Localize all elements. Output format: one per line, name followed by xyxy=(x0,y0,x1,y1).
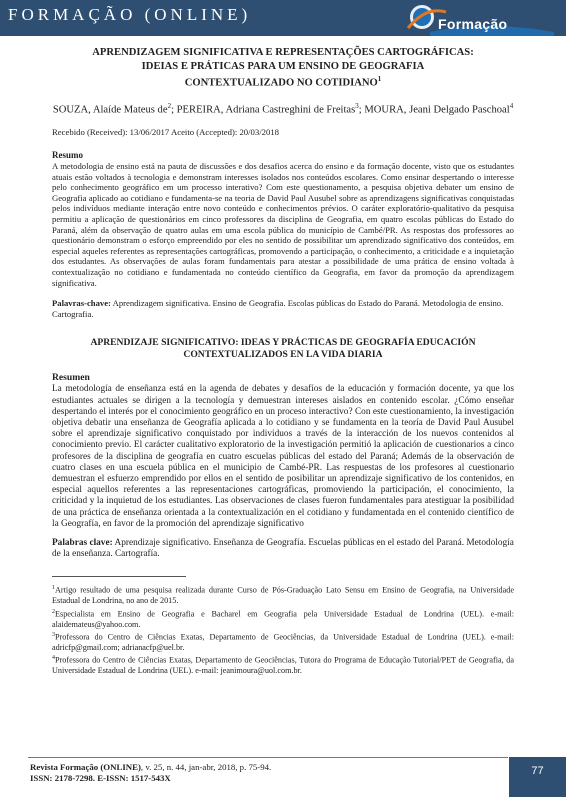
palavras-chave xyxy=(52,298,514,319)
footnotes xyxy=(52,583,514,676)
page-number-box xyxy=(509,757,566,797)
page-number: 77 xyxy=(531,765,544,777)
keywords-text: Aprendizagem significativa. Ensino de Geografia. Escolas públicas do Estado do Paraná. Metodologia de ensino. Cartografia. xyxy=(52,298,504,319)
issn-text: ISSN: 2178-7298. E-ISSN: 1517-543X xyxy=(30,773,171,783)
footnote-text: Especialista em Ensino de Geografia e Bacharel em Geografia pela Universidade Estadual de Londrina (UEL). e-mail: alaidemateus@yahoo.com. xyxy=(52,609,514,629)
article-title xyxy=(52,46,514,90)
footer-rule xyxy=(28,757,508,758)
spanish-title xyxy=(52,337,514,361)
footnote-item xyxy=(52,583,514,606)
header-banner xyxy=(0,0,566,36)
author-name: PEREIRA, Adriana Castreghini de Freitas xyxy=(176,104,356,116)
journal-name: Revista Formação (ONLINE) xyxy=(30,762,141,772)
resumo-text: A metodologia de ensino está na pauta de discussões e dos desafios acerca do ensino e da formação docente, visto que os estudantes atuais estão voltados à tecnologia e demonstram interesses isolados nos conteúdos escolares. Como ensinar despertando o interesse pelo conhecimento geográfico em um processo interativo? Com este questionamento, a pesquisa objetiva debater um ensino de Geografia aplicado ao cotidiano e fundamenta-se na teoria de David Paul Ausubel sobre as aprendizagens significativas conquistadas pelos indivíduos mediante interação entre novo conteúdo e conhecimentos prévios. O caráter exploratório-qualitativo da pesquisa permitiu a aplicação de questionários em cinco professores da disciplina de Geografia, em quatro escolas públicas do Estado do Paraná, além da observação de quatro aulas em uma escola pública do município de Cambé/PR. As respostas dos professores ao questionário demonstram o esforço empreendido por eles no sentido de possibilitar um aprendizado significativo dos conteúdos, em especial aqueles referentes as representações cartográficas, promovendo a participação, o conhecimento, a criticidade e a inquietação dos estudantes. As observações de aulas foram fundamentais para atestar a possibilidade de uma prática de ensino voltada à contextualização no cotidiano e fundamentada no conteúdo científico da Geografia, em favor da promoção da aprendizagem significativa. xyxy=(52,161,514,288)
title-footnote-ref[interactable]: 1 xyxy=(377,75,382,83)
title-line: APRENDIZAGEM SIGNIFICATIVA E REPRESENTAÇÕES CARTOGRÁFICAS: xyxy=(92,47,474,58)
issn-line xyxy=(30,773,271,784)
citation-line xyxy=(30,762,271,773)
es-title-line: APRENDIZAJE SIGNIFICATIVO: IDEAS Y PRÁCTICAS DE GEOGRAFÍA EDUCACIÓN xyxy=(90,337,476,349)
author-separator: ; xyxy=(358,104,365,116)
title-line xyxy=(52,73,514,90)
keywords-label: Palavras-chave: xyxy=(52,298,111,309)
resumen-heading: Resumen xyxy=(52,372,90,384)
title-line-text: CONTEXTUALIZADO NO COTIDIANO xyxy=(184,77,378,89)
author-name: SOUZA, Alaíde Mateus de xyxy=(52,104,168,116)
author-name: MOURA, Jeani Delgado Paschoal xyxy=(364,104,510,116)
footnote-number: 3 xyxy=(52,631,55,638)
received-accepted-dates: Recebido (Received): 13/06/2017 Aceito (Accepted): 20/03/2018 xyxy=(52,127,280,138)
footnote-number: 2 xyxy=(52,608,55,615)
author-footnote-ref[interactable]: 4 xyxy=(509,102,514,111)
footnote-item xyxy=(52,653,514,676)
journal-banner-title: FORMAÇÃO (ONLINE) xyxy=(8,5,252,24)
palabras-clave xyxy=(52,538,514,560)
footnote-divider xyxy=(52,576,186,577)
journal-volume: , v. 25, n. 44, jan-abr, 2018, p. 75-94. xyxy=(140,762,272,772)
journal-logo xyxy=(386,2,558,36)
es-keywords-label: Palabras clave: xyxy=(52,538,113,549)
footnote-text: Professora do Centro de Ciências Exatas, Departamento de Geociências, Tutora do Programa de Educação Tutorial/PET de Geografia, da Universidade Estadual de Londrina (UEL). e-mail: jeanimoura@uol.com.br. xyxy=(52,655,514,675)
footnote-text: Professora do Centro de Ciências Exatas, Departamento de Geociências, da Universidade Estadual de Londrina (UEL). e-mail: adricfp@gmail.com; adrianacfp@uel.br. xyxy=(52,632,514,652)
page-footer xyxy=(0,757,566,800)
es-title-line: CONTEXTUALIZADOS EN LA VIDA DIARIA xyxy=(183,349,383,361)
author-footnote-ref[interactable]: 2 xyxy=(167,102,172,111)
author-separator: ; xyxy=(171,104,177,116)
footnote-item xyxy=(52,630,514,653)
journal-citation xyxy=(30,762,271,784)
footnote-text: Artigo resultado de uma pesquisa realizada durante Curso de Pós-Graduação Lato Sensu em Ensino de Geografia, na Universidade Estadual de Londrina, no ano de 2015. xyxy=(52,586,514,606)
author-list xyxy=(52,100,514,117)
logo-text: Formação xyxy=(438,16,508,32)
resumo-heading: Resumo xyxy=(52,150,83,161)
footnote-item xyxy=(52,607,514,630)
footnote-number: 4 xyxy=(52,654,55,661)
author-footnote-ref[interactable]: 3 xyxy=(355,102,359,111)
title-line: IDEIAS E PRÁTICAS PARA UM ENSINO DE GEOGRAFIA xyxy=(141,60,425,72)
article-content xyxy=(52,46,514,676)
resumen-text: La metodología de enseñanza está en la agenda de debates y desafíos de la educación y formación docente, ya que los estudiantes actuales se dirigen a la tecnología y demuestran intereses aislados en contenido escolar. ¿Cómo enseñar despertando el interés por el conocimiento geográfico en un proceso interactivo? Con este cuestionamiento, la investigación objetiva debatir una enseñanza de Geografía aplicada a lo cotidiano y se fundamenta en la teoría de David Paul Ausubel sobre el aprendizaje significativo conquistado por individuos a través de la interacción de los nuevos contenidos al conocimiento previo. El carácter cualitativo exploratorio de la investigación permitió la aplicación de cuestionarios a cinco profesores de la disciplina de geografía en cuatro escuelas públicas del estado del Paraná; Además de la observación de cuatro clases en una escuela pública en el municipio de Cambé-PR. Las respuestas de los profesores al cuestionario demuestran el esfuerzo emprendido por ellos en el sentido de posibilitar un aprendizaje significativo de los contenidos, en especial aquellos referentes a las representaciones cartográficas, promoviendo la participación, el conocimiento, la criticidad y la inquietud de los estudiantes. Las observaciones de clases fueron fundamentales para atestiguar la posibilidad de una práctica de enseñanza orientada a la contextualización en el cotidiano y fundamentada en el contenido científico de la Geografía, en favor de la promoción del aprendizaje significativo xyxy=(52,384,514,529)
es-keywords-text: Aprendizaje significativo. Enseñanza de Geografía. Escuelas públicas en el estado del Paraná. Metodología de la enseñanza. Cartografía. xyxy=(52,538,514,560)
footnote-number: 1 xyxy=(52,585,55,592)
